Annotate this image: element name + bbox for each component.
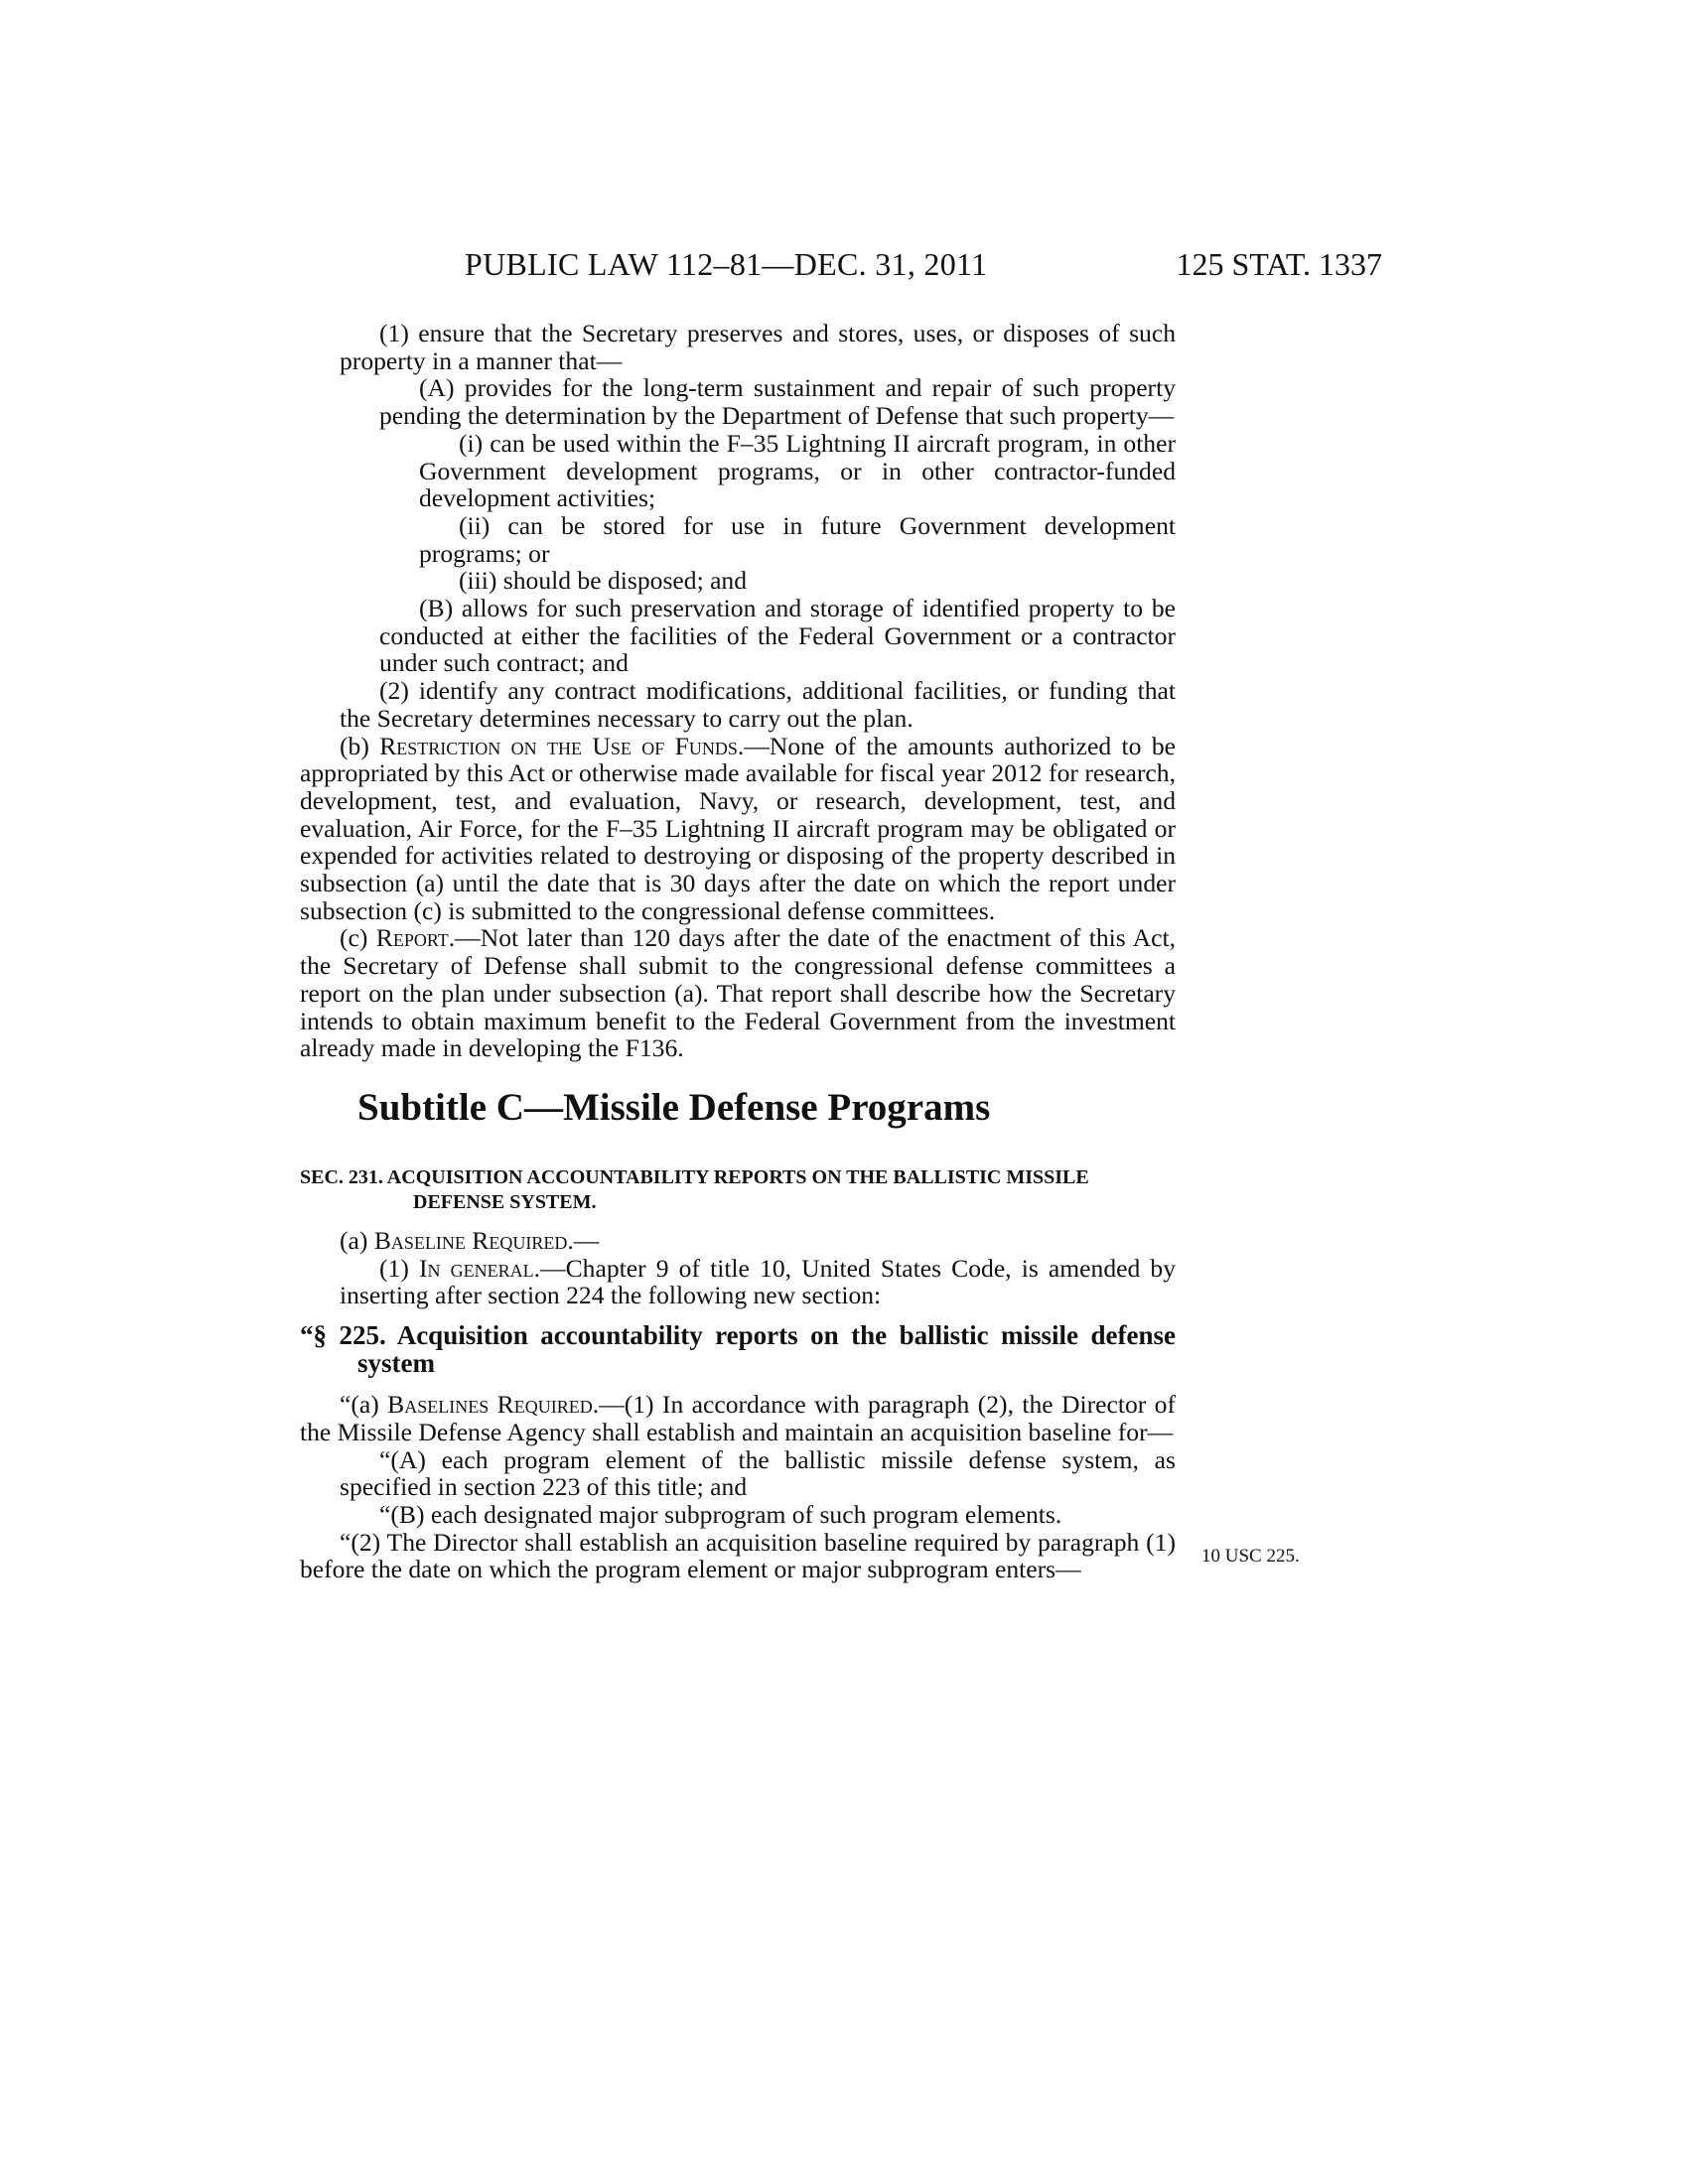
- subsection-b-text: .—None of the amounts authorized to be appropriated by this Act or otherwise made available for fiscal year 2012 for research, development, test, and evaluation, Navy, or research, development, test, and evaluation, Air Force, for the F–35 Lightning II aircraft program may be obligated or expended for activities related to destroying or disposing of the property described in subsection (a) until the date that is 30 days after the date on which the report under subsection (c) is submitted to the congressional defense committees.: [300, 731, 1176, 925]
- paragraph-A: (A) provides for the long-term sustainment and repair of such property pending the determination by the Department of Defense that such property—: [379, 373, 1176, 431]
- quoted-paragraph-A: “(A) each program element of the ballistic missile defense system, as specified in section 223 of this title; and: [340, 1444, 1176, 1502]
- subsection-a-text: .—: [567, 1225, 600, 1255]
- page-number: 125 STAT. 1337: [1176, 246, 1382, 282]
- quoted-paragraph-B: “(B) each designated major subprogram of such program elements.: [379, 1499, 1062, 1529]
- running-head: PUBLIC LAW 112–81—DEC. 31, 2011: [465, 246, 988, 282]
- paragraph-a1-heading: In general: [418, 1253, 534, 1283]
- quoted-subsection-a: [300, 1391, 1176, 1445]
- paragraph-a1: [300, 1255, 1176, 1309]
- paragraph-a1-label: (1): [379, 1253, 419, 1283]
- subtitle-heading: Subtitle C—Missile Defense Programs: [357, 1085, 991, 1129]
- subsection-b-heading: Restriction on the Use of Funds: [379, 731, 738, 760]
- clause-iii: (iii) should be disposed; and: [459, 566, 748, 596]
- subsection-c-text: .—Not later than 120 days after the date of the enactment of this Act, the Secretary of Defense shall submit to the congressional defense committees a report on the plan under subsection (a). That report shall describe how the Secretary intends to obtain maximum benefit to the Federal Government from the investment already made in developing the F136.: [300, 923, 1177, 1063]
- subsection-b-label: (b): [340, 731, 380, 760]
- subsection-c-label: (c): [340, 923, 376, 953]
- subsection-b: [300, 733, 1176, 925]
- subsection-c: [300, 924, 1176, 1062]
- paragraph-B: (B) allows for such preservation and storage of identified property to be conducted at either the facilities of the Federal Government or a contractor under such contract; and: [379, 594, 1176, 678]
- subsection-a: [300, 1227, 1176, 1255]
- subsection-a-label: (a): [340, 1225, 374, 1255]
- clause-ii: (ii) can be stored for use in future Government development programs; or: [419, 510, 1176, 568]
- quoted-subsection-a-heading: Baselines Required: [387, 1390, 593, 1420]
- paragraph-1: (1) ensure that the Secretary preserves and stores, uses, or disposes of such property in a manner that—: [340, 319, 1176, 375]
- quoted-paragraph-2: “(2) The Director shall establish an acquisition baseline required by paragraph (1) before the date on which the program element or major subprogram enters—: [300, 1527, 1176, 1584]
- paragraph-2: (2) identify any contract modifications, additional facilities, or funding that the Secretary determines necessary to carry out the plan.: [340, 676, 1176, 733]
- quoted-subsection-a-label: “(a): [340, 1390, 388, 1420]
- margin-citation: 10 USC 225.: [1201, 1546, 1300, 1567]
- code-section-heading: “§ 225. Acquisition accountability reports on the ballistic missile defense system: [300, 1320, 1176, 1379]
- subsection-a-heading: Baseline Required: [373, 1225, 568, 1255]
- document-body: [300, 320, 1176, 1583]
- quoted-subsection-a-text: .—(1) In accordance with paragraph (2), the Director of the Missile Defense Agency shall establish and maintain an acquisition baseline for—: [300, 1390, 1177, 1446]
- section-heading: SEC. 231. ACQUISITION ACCOUNTABILITY REPORTS ON THE BALLISTIC MISSILE DEFENSE SYSTEM.: [300, 1165, 1089, 1213]
- subsection-c-heading: Report: [375, 923, 449, 953]
- paragraph-a1-text: .—Chapter 9 of title 10, United States Code, is amended by inserting after section 224 the following new section:: [340, 1253, 1176, 1310]
- clause-i: (i) can be used within the F–35 Lightning II aircraft program, in other Government development programs, or in other contractor-funded development activities;: [419, 428, 1176, 513]
- page-header: [298, 246, 1382, 292]
